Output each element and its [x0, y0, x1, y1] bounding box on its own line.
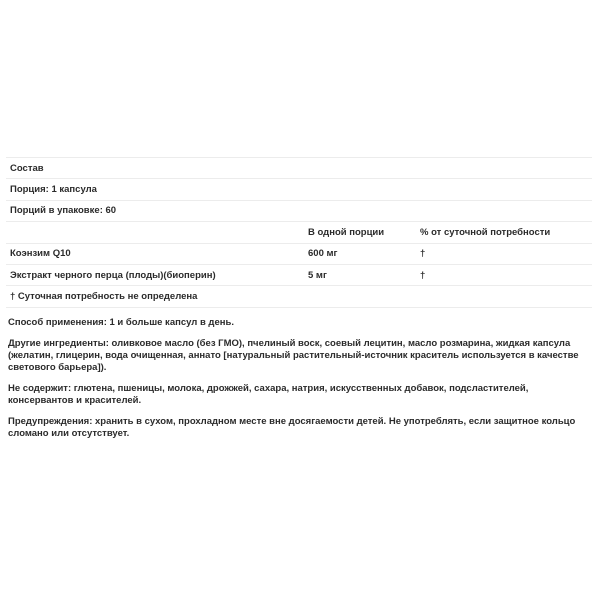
- footnote-row: [6, 286, 592, 307]
- footnote: † Суточная потребность не определена: [6, 286, 592, 307]
- ingredient-name: Экстракт черного перца (плоды)(биоперин): [6, 264, 304, 285]
- ingredient-daily-value: †: [416, 264, 592, 285]
- ingredient-amount: 5 мг: [304, 264, 416, 285]
- product-notes: [8, 317, 592, 449]
- header-daily-value: % от суточной потребности: [416, 222, 592, 243]
- ingredient-daily-value: †: [416, 243, 592, 264]
- table-title: Состав: [6, 158, 592, 179]
- servings-per-container: Порций в упаковке: 60: [6, 200, 592, 221]
- servings-per-container-row: [6, 200, 592, 221]
- other-ingredients-text: Другие ингредиенты: оливковое масло (без ГМО), пчелиный воск, соевый лецитин, масло розмарина, жидкая капсула (желатин, глицерин, вода очищенная, аннато [натуральный растительный-источник краситель используется в качестве светового барьера]).: [8, 337, 579, 374]
- serving-size: Порция: 1 капсула: [6, 179, 592, 200]
- serving-size-row: [6, 179, 592, 200]
- header-amount-per-serving: В одной порции: [304, 222, 416, 243]
- ingredient-name: Коэнзим Q10: [6, 243, 304, 264]
- ingredient-amount: 600 мг: [304, 243, 416, 264]
- supplement-facts-table: [6, 157, 592, 308]
- table-title-row: [6, 158, 592, 179]
- usage-text: Способ применения: 1 и больше капсул в день.: [8, 317, 234, 328]
- table-row: [6, 243, 592, 264]
- warnings-text: Предупреждения: хранить в сухом, прохладном месте вне досягаемости детей. Не употреблять, если защитное кольцо сломано или отсутствует.: [8, 415, 576, 439]
- table-header-row: [6, 222, 592, 243]
- table-row: [6, 264, 592, 285]
- free-of-text: Не содержит: глютена, пшеницы, молока, дрожжей, сахара, натрия, искусственных добавок, подсластителей, консервантов и красителей.: [8, 382, 529, 407]
- header-name: [6, 222, 304, 243]
